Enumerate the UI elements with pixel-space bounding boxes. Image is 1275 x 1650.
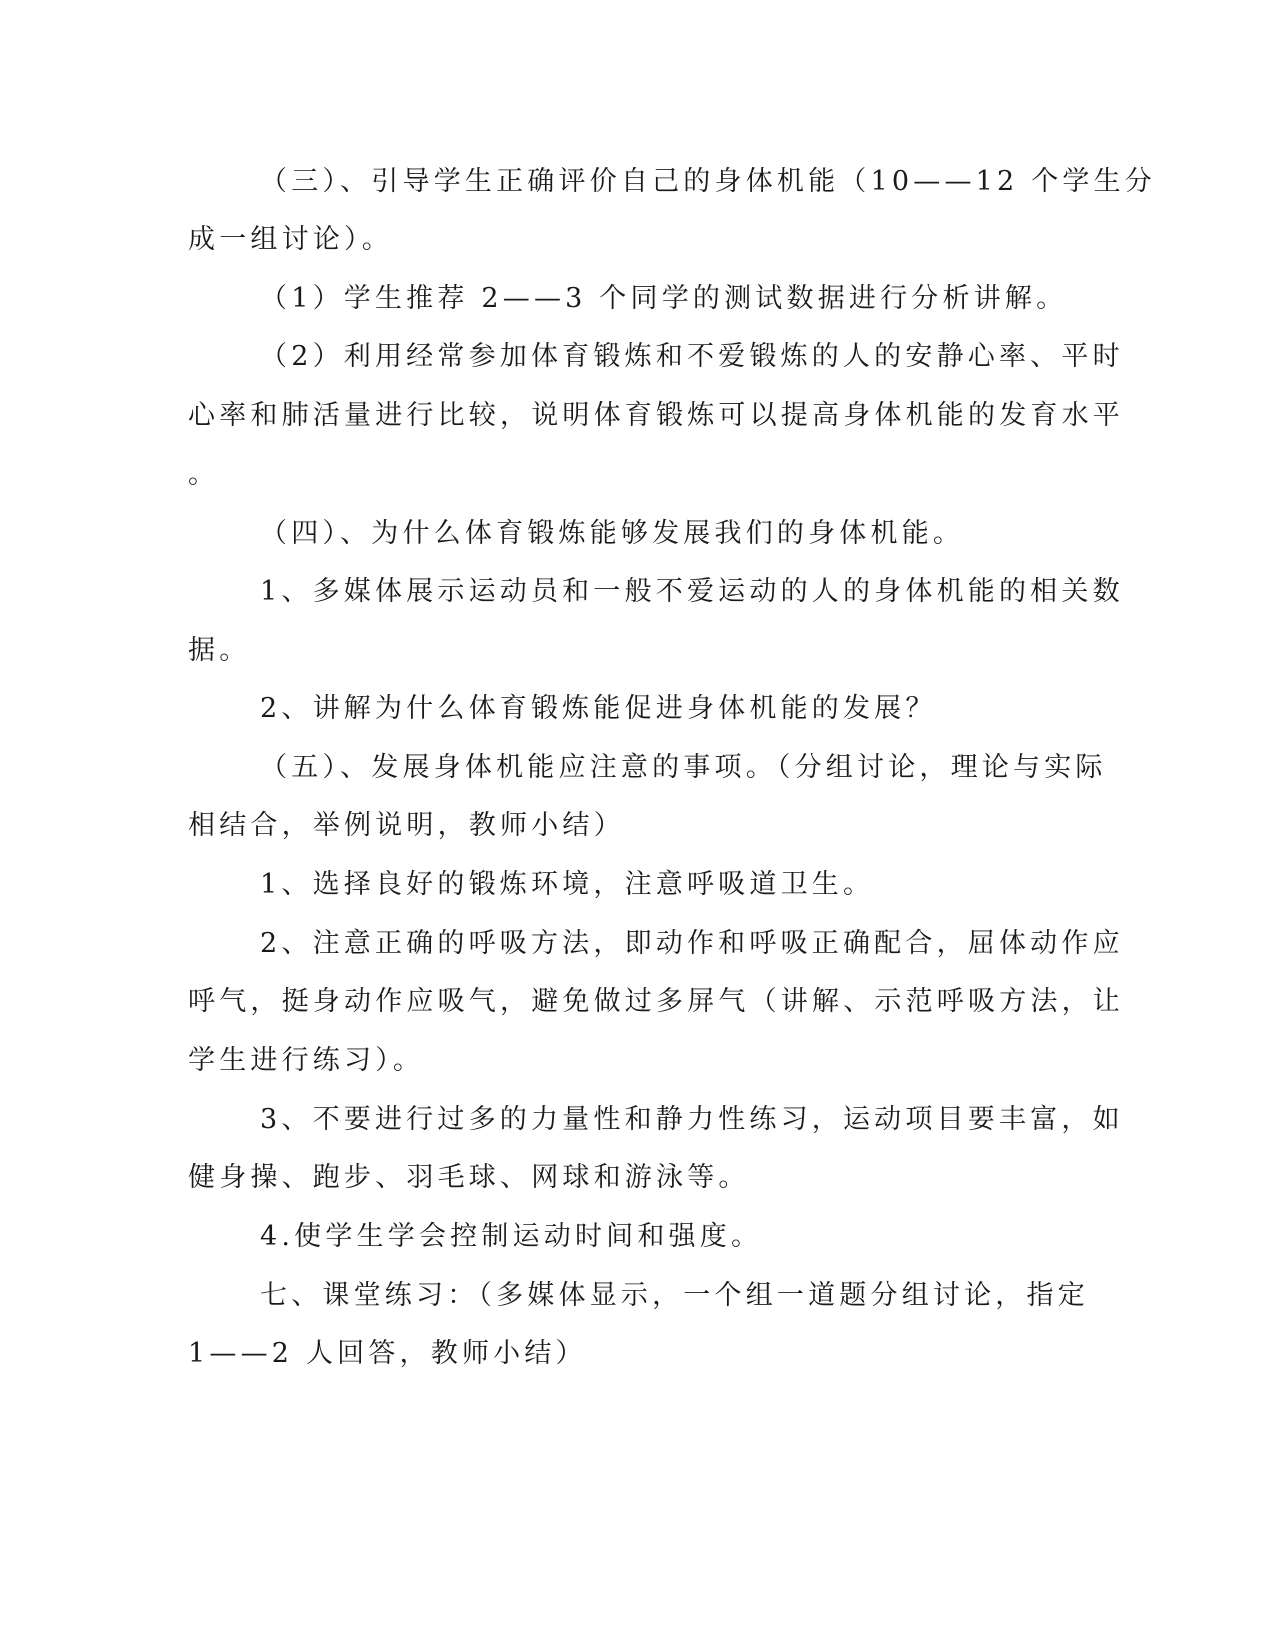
section-3-heading: （三）、引导学生正确评价自己的身体机能（10——12 个学生分 [260, 166, 1156, 197]
section-5-item-2-end: 学生进行练习）。 [188, 1045, 425, 1076]
section-3-heading-cont: 成一组讨论）。 [188, 224, 393, 255]
item-2: （2）利用经常参加体育锻炼和不爱锻炼的人的安静心率、平时 [260, 341, 1124, 372]
item-2-cont: 心率和肺活量进行比较，说明体育锻炼可以提高身体机能的发育水平 [188, 400, 1124, 431]
section-7-heading: 七、课堂练习：（多媒体显示，一个组一道题分组讨论，指定 [260, 1280, 1089, 1311]
section-5-item-2: 2、注意正确的呼吸方法，即动作和呼吸正确配合，屈体动作应 [260, 928, 1124, 959]
section-4-item-1: 1、多媒体展示运动员和一般不爱运动的人的身体机能的相关数 [260, 576, 1124, 607]
item-2-end: 。 [188, 459, 220, 490]
item-1: （1）学生推荐 2——3 个同学的测试数据进行分析讲解。 [260, 283, 1068, 314]
section-5-item-3-cont: 健身操、跑步、羽毛球、网球和游泳等。 [188, 1162, 750, 1193]
section-4-heading: （四）、为什么体育锻炼能够发展我们的身体机能。 [260, 518, 965, 549]
section-5-item-3: 3、不要进行过多的力量性和静力性练习，运动项目要丰富，如 [260, 1104, 1124, 1135]
section-5-item-4: 4.使学生学会控制运动时间和强度。 [260, 1221, 763, 1252]
section-4-item-1-cont: 据。 [188, 635, 251, 666]
section-5-item-1: 1、选择良好的锻炼环境，注意呼吸道卫生。 [260, 869, 875, 900]
section-4-item-2: 2、讲解为什么体育锻炼能促进身体机能的发展？ [260, 693, 937, 724]
section-5-heading: （五）、发展身体机能应注意的事项。（分组讨论，理论与实际 [260, 752, 1107, 783]
section-5-heading-cont: 相结合，举例说明，教师小结） [188, 810, 625, 841]
section-7-heading-cont: 1——2 人回答，教师小结） [188, 1338, 587, 1369]
section-5-item-2-cont: 呼气，挺身动作应吸气，避免做过多屏气（讲解、示范呼吸方法，让 [188, 986, 1124, 1017]
